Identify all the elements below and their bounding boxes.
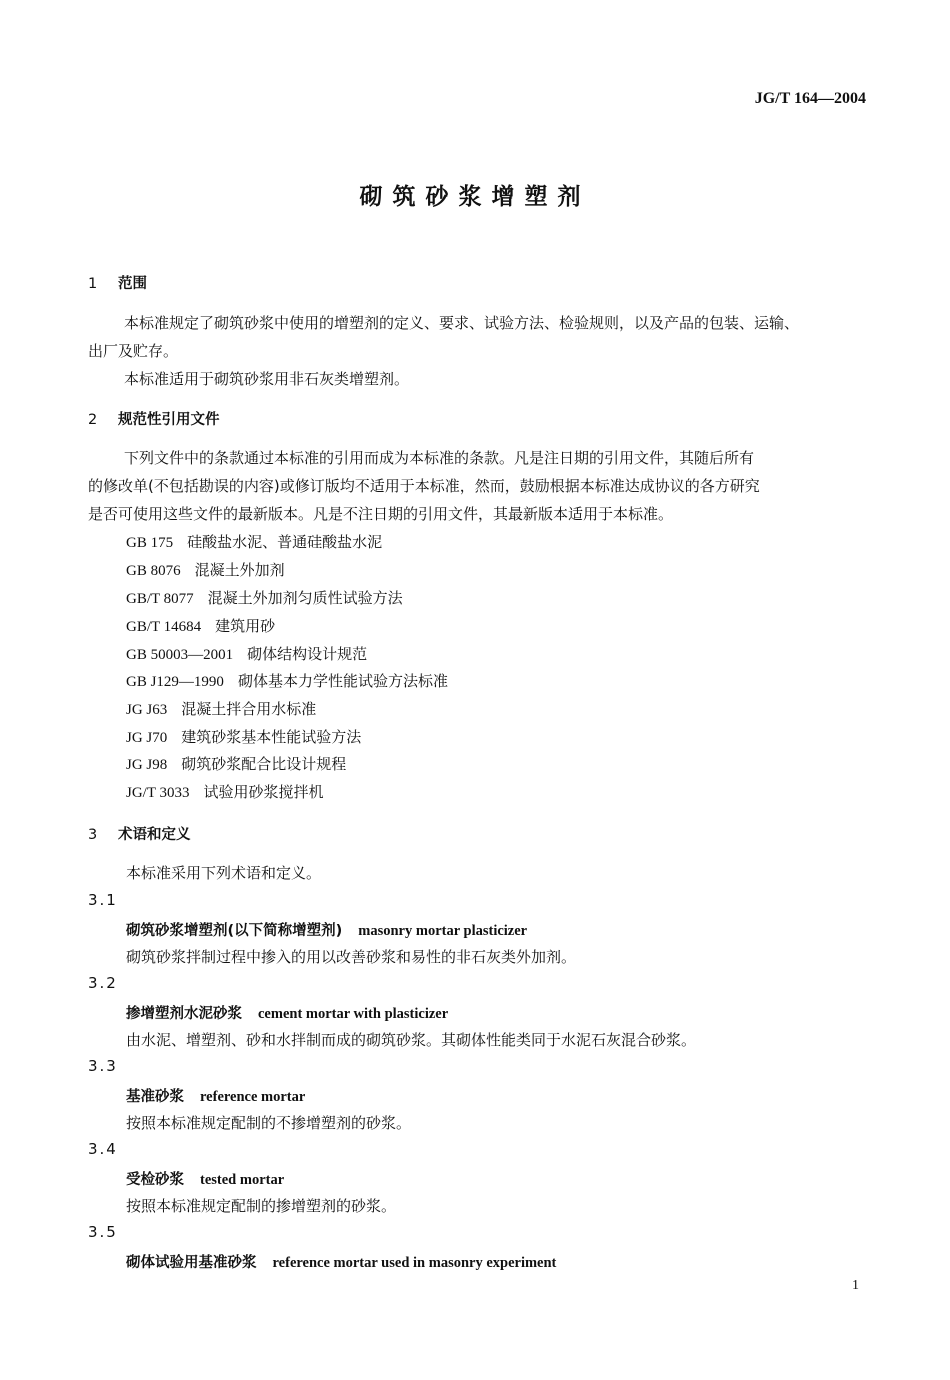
- paragraph: 出厂及贮存。: [88, 342, 179, 360]
- clause-number: 3.2: [88, 974, 118, 992]
- term-definition: 按照本标准规定配制的掺增塑剂的砂浆。: [126, 1197, 397, 1215]
- reference-item: JG J70 建筑砂浆基本性能试验方法: [126, 728, 362, 746]
- section-heading-scope: [88, 272, 147, 293]
- section-number: 1: [88, 276, 98, 292]
- paragraph: 本标准采用下列术语和定义。: [126, 864, 322, 882]
- term-entry: 基准砂浆 reference mortar: [126, 1089, 306, 1105]
- section-title: 术语和定义: [118, 827, 191, 843]
- paragraph: 本标准规定了砌筑砂浆中使用的增塑剂的定义、要求、试验方法、检验规则，以及产品的包装、运输、: [124, 314, 800, 332]
- clause-number: 3.3: [88, 1057, 118, 1075]
- paragraph: 的修改单(不包括勘误的内容)或修订版均不适用于本标准，然而，鼓励根据本标准达成协议的各方研究: [88, 477, 760, 495]
- term-entry: 砌体试验用基准砂浆 reference mortar used in masonry experiment: [126, 1255, 557, 1271]
- reference-item: JG J63 混凝土拌合用水标准: [126, 700, 317, 718]
- section-heading-normative-references: [88, 408, 220, 429]
- clause-number: 3.4: [88, 1140, 118, 1158]
- term-entry: 掺增塑剂水泥砂浆 cement mortar with plasticizer: [126, 1006, 449, 1022]
- reference-item: JG/T 3033 试验用砂浆搅拌机: [126, 783, 324, 801]
- term-definition: 砌筑砂浆拌制过程中掺入的用以改善砂浆和易性的非石灰类外加剂。: [126, 948, 577, 966]
- term-definition: 按照本标准规定配制的不掺增塑剂的砂浆。: [126, 1114, 412, 1132]
- paragraph: 是否可使用这些文件的最新版本。凡是不注日期的引用文件，其最新版本适用于本标准。: [88, 505, 674, 523]
- section-number: 2: [88, 412, 98, 428]
- term-definition: 由水泥、增塑剂、砂和水拌制而成的砌筑砂浆。其砌体性能类同于水泥石灰混合砂浆。: [126, 1031, 697, 1049]
- section-title: 范围: [118, 276, 147, 292]
- reference-item: GB/T 14684 建筑用砂: [126, 617, 276, 635]
- clause-number: 3.1: [88, 891, 118, 909]
- reference-item: GB 8076 混凝土外加剂: [126, 561, 285, 579]
- reference-item: GB/T 8077 混凝土外加剂匀质性试验方法: [126, 589, 403, 607]
- term-entry: 砌筑砂浆增塑剂(以下简称增塑剂) masonry mortar plasticizer: [126, 923, 528, 939]
- section-heading-terms-definitions: [88, 823, 191, 844]
- reference-item: GB 175 硅酸盐水泥、普通硅酸盐水泥: [126, 533, 383, 551]
- section-number: 3: [88, 827, 98, 843]
- clause-number: 3.5: [88, 1223, 118, 1241]
- document-title: 砌筑砂浆增塑剂: [359, 184, 591, 210]
- standard-code: JG/T 164—2004: [754, 90, 866, 107]
- reference-item: GB 50003—2001 砌体结构设计规范: [126, 645, 368, 663]
- reference-item: JG J98 砌筑砂浆配合比设计规程: [126, 755, 347, 773]
- paragraph: 下列文件中的条款通过本标准的引用而成为本标准的条款。凡是注日期的引用文件，其随后所有: [124, 449, 755, 467]
- paragraph: 本标准适用于砌筑砂浆用非石灰类增塑剂。: [124, 370, 410, 388]
- reference-item: GB J129—1990 砌体基本力学性能试验方法标准: [126, 672, 448, 690]
- term-entry: 受检砂浆 tested mortar: [126, 1172, 285, 1188]
- page-number: 1: [852, 1278, 859, 1293]
- section-title: 规范性引用文件: [118, 412, 220, 428]
